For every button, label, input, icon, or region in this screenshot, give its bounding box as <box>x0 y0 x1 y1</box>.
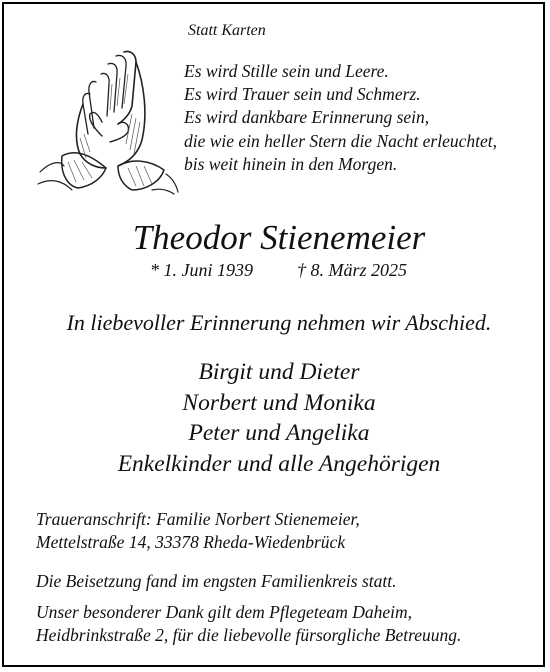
poem-line: Es wird dankbare Erinnerung sein, <box>184 107 430 128</box>
life-dates <box>150 258 407 282</box>
thanks-line: Unser besonderer Dank gilt dem Pflegeteam Daheim, <box>36 601 413 622</box>
mourning-address <box>36 508 360 554</box>
poem-line: Es wird Trauer sein und Schmerz. <box>184 84 421 105</box>
poem-line: bis weit hinein in den Morgen. <box>184 153 398 174</box>
closing-notes <box>36 570 461 648</box>
death-date: † 8. März 2025 <box>297 260 408 280</box>
birth-date: * 1. Juni 1939 <box>150 260 253 280</box>
address-line: Mettelstraße 14, 33378 Rheda-Wiedenbrück <box>36 532 346 552</box>
thanks-line: Heidbrinkstraße 2, für die liebevolle fürsorgliche Betreuung. <box>36 625 462 645</box>
statt-karten-label: Statt Karten <box>188 22 266 39</box>
poem-line: die wie ein heller Stern die Nacht erleuchtet, <box>184 130 497 151</box>
mourners-list <box>4 357 550 479</box>
mourner-line: Birgit und Dieter <box>198 359 360 385</box>
mourner-line: Peter und Angelika <box>188 420 370 446</box>
mourner-line: Norbert und Monika <box>182 389 376 416</box>
praying-hands-icon <box>32 44 180 196</box>
obituary-frame <box>2 2 545 667</box>
farewell-text: In liebevoller Erinnerung nehmen wir Abschied. <box>66 310 492 335</box>
poem-line: Es wird Stille sein und Leere. <box>184 61 389 81</box>
mourner-line: Enkelkinder und alle Angehörigen <box>117 450 441 477</box>
burial-note: Die Beisetzung fand im engsten Familienkreis statt. <box>36 571 397 591</box>
address-line: Traueranschrift: Familie Norbert Stienemeier, <box>36 509 360 529</box>
poem <box>184 60 497 176</box>
deceased-name: Theodor Stienemeier <box>132 218 426 257</box>
